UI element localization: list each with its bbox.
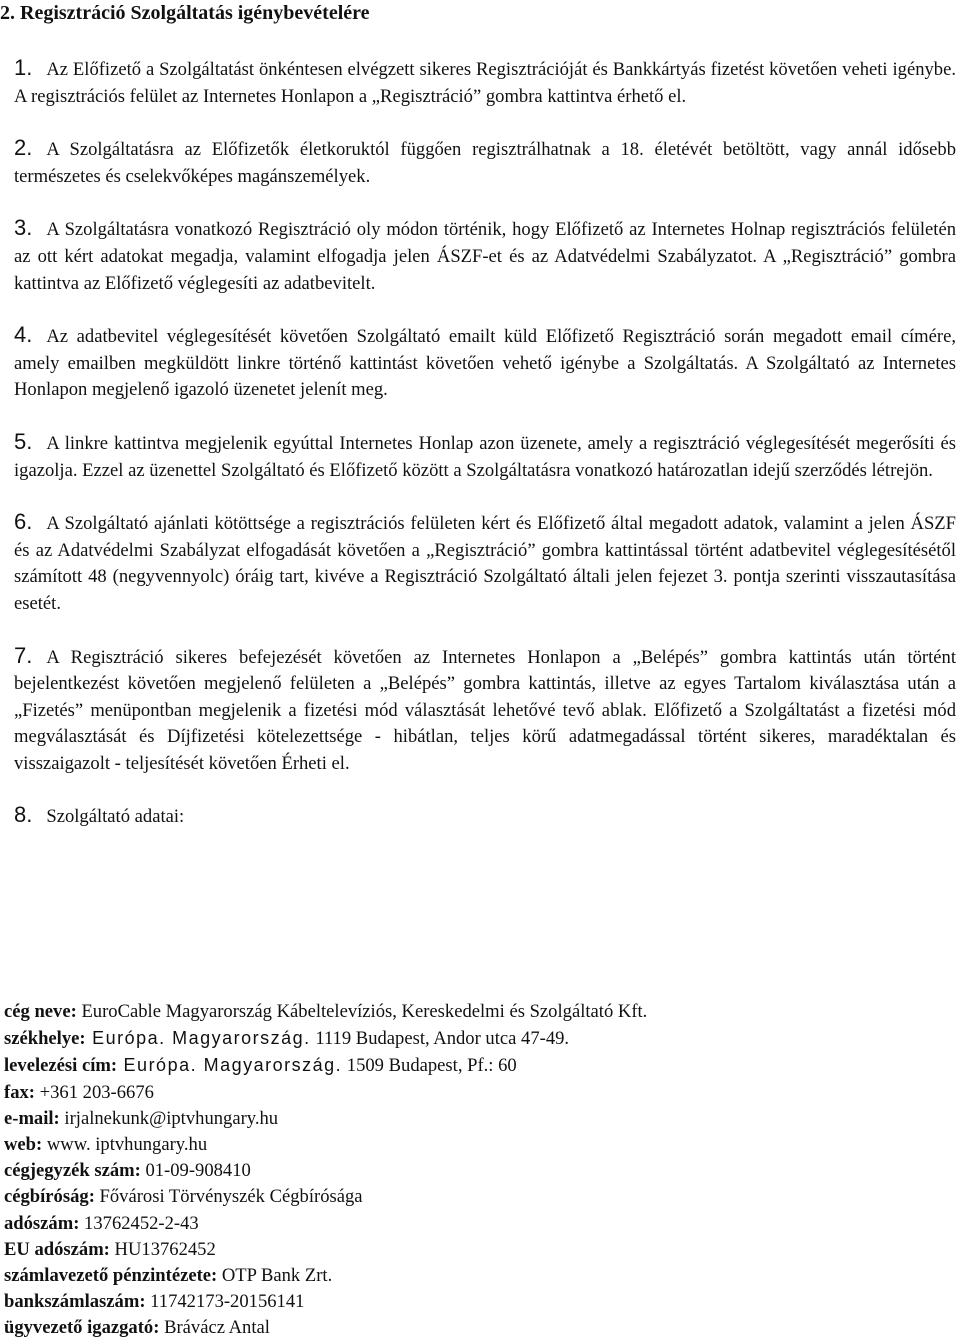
- item-text: A Regisztráció sikeres befejezését követően az Internetes Honlapon a „Belépés” gombra kattintás után történt bejelentkezést követően megjelenő felületen a „Belépés” gombra kattintás, illetve az egyes Tartalom kiválasztása után a „Fizetés” menüpontban megjelenik a fizetési mód választását lehetővé tevő ablak. Előfizető a Szolgáltatást a fizetési mód megválasztását és Díjfizetési kötelezettsége - hibátlan, teljes körű adatmegadással történt sikeres, maradéktalan és visszaigazolt - teljesítését követően Érheti el.: [14, 646, 956, 774]
- detail-value: irjalnekunk@iptvhungary.hu: [59, 1107, 279, 1129]
- detail-headquarters: [4, 1025, 954, 1052]
- detail-value: 1509 Budapest, Pf.: 60: [342, 1055, 517, 1077]
- item-number: 4.: [14, 322, 33, 348]
- item-number: 2.: [14, 135, 33, 161]
- detail-label: cégjegyzék szám:: [4, 1160, 141, 1182]
- list-item-5: [14, 429, 956, 484]
- detail-court: [4, 1184, 954, 1210]
- detail-label: levelezési cím:: [4, 1055, 118, 1077]
- detail-label: EU adószám:: [4, 1238, 110, 1260]
- detail-label: e-mail:: [4, 1107, 60, 1129]
- list-item-4: [14, 322, 956, 404]
- detail-label: ügyvezető igazgató:: [4, 1317, 160, 1339]
- detail-value: 01-09-908410: [140, 1160, 251, 1182]
- item-text: Az adatbevitel véglegesítését követően Szolgáltató emailt küld Előfizető Regisztráció során megadott email címére, amely emailben megküldött linkre történő kattintást követően vehető igénybe a Szolgáltatás. A Szolgáltató az Internetes Honlapon megjelenő igazoló üzenetet jelenít meg.: [14, 326, 956, 401]
- item-text: A Szolgáltatásra az Előfizetők életkoruktól függően regisztrálhatnak a 18. életévét betöltött, vagy annál idősebb természetes és cselekvőképes magánszemélyek.: [14, 139, 956, 187]
- detail-value: HU13762452: [109, 1238, 216, 1260]
- detail-value: Brávácz Antal: [159, 1317, 270, 1339]
- detail-label: számlavezető pénzintézete:: [4, 1265, 218, 1287]
- numbered-list: [14, 55, 956, 831]
- detail-eu-tax-number: [4, 1237, 954, 1263]
- item-text: Az Előfizető a Szolgáltatást önkéntesen elvégzett sikeres Regisztrációját és Bankkártyás fizetést követően veheti igénybe. A regisztrációs felület az Internetes Honlapon a „Regisztráció” gombra kattintva érhető el.: [14, 59, 956, 107]
- detail-company-name: [4, 999, 954, 1025]
- list-item-7: [14, 643, 956, 778]
- item-number: 8.: [14, 802, 33, 828]
- detail-value: 13762452-2-43: [79, 1212, 199, 1234]
- detail-label: web:: [4, 1134, 43, 1156]
- item-number: 7.: [14, 642, 33, 668]
- detail-registry-number: [4, 1158, 954, 1184]
- item-text: A Szolgáltató ajánlati kötöttsége a regisztrációs felületen kért és Előfizető által megadott adatok, valamint a jelen ÁSZF és az Adatvédelmi Szabályzat elfogadását követően a „Regisztráció” gombra kattintással történt adatbevitel véglegesítésétől számított 48 (negyvennyolc) óráig tart, kivéve a Regisztráció Szolgáltató általi jelen fejezet 3. pontja szerinti visszautasítása esetét.: [14, 513, 956, 614]
- detail-bank: [4, 1263, 954, 1289]
- detail-value: +361 203-6676: [34, 1081, 154, 1103]
- item-number: 1.: [14, 55, 33, 80]
- detail-value: 11742173-20156141: [145, 1291, 305, 1313]
- detail-value: www. iptvhungary.hu: [42, 1134, 208, 1156]
- detail-value-prefix: Európa. Magyarország.: [117, 1055, 343, 1076]
- detail-value: OTP Bank Zrt.: [217, 1265, 333, 1287]
- detail-label: fax:: [4, 1081, 35, 1103]
- list-item-2: [14, 135, 956, 190]
- detail-label: cég neve:: [4, 1001, 77, 1022]
- detail-web: [4, 1132, 954, 1158]
- list-item-8: [14, 802, 956, 831]
- detail-value: EuroCable Magyarország Kábeltelevíziós, Kereskedelmi és Szolgáltató Kft.: [76, 1001, 648, 1022]
- item-number: 3.: [14, 215, 33, 241]
- detail-value: 1119 Budapest, Andor utca 47-49.: [310, 1028, 570, 1050]
- detail-tax-number: [4, 1211, 954, 1237]
- detail-fax: [4, 1080, 954, 1106]
- section-title: 2. Regisztráció Szolgáltatás igénybevételére: [0, 2, 370, 24]
- item-number: 5.: [14, 428, 33, 454]
- detail-label: székhelye:: [4, 1028, 86, 1050]
- detail-value-prefix: Európa. Magyarország.: [85, 1028, 311, 1049]
- detail-managing-director: [4, 1315, 954, 1341]
- list-item-1: [14, 55, 956, 110]
- detail-mailing-address: [4, 1052, 954, 1079]
- item-text: A Szolgáltatásra vonatkozó Regisztráció oly módon történik, hogy Előfizető az Internetes Holnap regisztrációs felületén az ott kért adatokat megadja, valamint elfogadja jelen ÁSZF-et és az Adatvédelmi Szabályzatot. A „Regisztráció” gombra kattintva az Előfizető véglegesíti az adatbevitelt.: [14, 219, 956, 294]
- item-text: Szolgáltató adatai:: [46, 806, 185, 828]
- item-text: A linkre kattintva megjelenik egyúttal Internetes Honlap azon üzenete, amely a regisztráció véglegesítését megerősíti és igazolja. Ezzel az üzenettel Szolgáltató és Előfizető között a Szolgáltatásra vonatkozó határozatlan idejű szerződés létrejön.: [14, 432, 956, 481]
- detail-label: bankszámlaszám:: [4, 1291, 146, 1313]
- detail-value: Fővárosi Törvényszék Cégbírósága: [94, 1186, 363, 1208]
- detail-label: cégbíróság:: [4, 1186, 95, 1208]
- item-number: 6.: [14, 509, 33, 535]
- provider-details: [4, 999, 954, 1342]
- detail-bank-account: [4, 1289, 954, 1315]
- detail-label: adószám:: [4, 1212, 80, 1234]
- list-item-6: [14, 509, 956, 617]
- list-item-3: [14, 215, 956, 297]
- detail-email: [4, 1106, 954, 1132]
